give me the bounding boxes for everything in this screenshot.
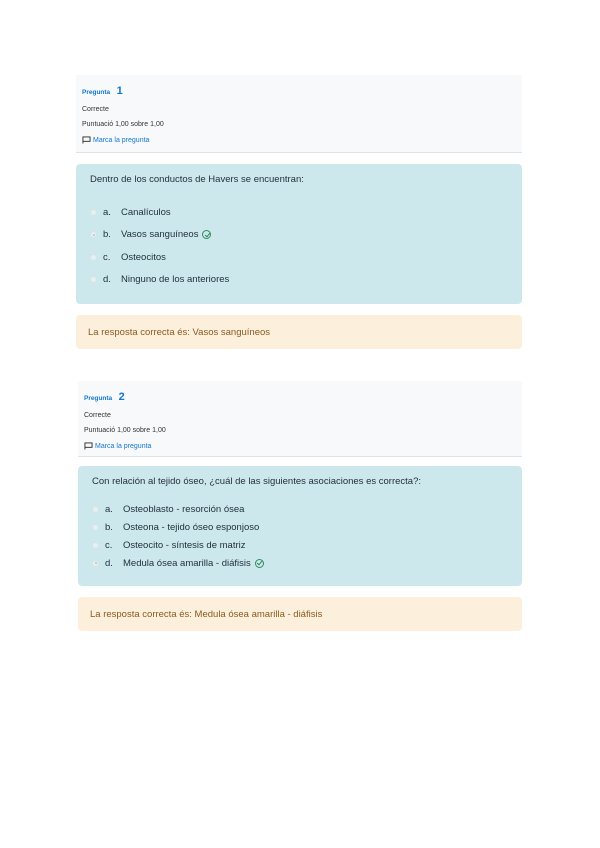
answer-option-b[interactable] — [90, 224, 508, 247]
radio-button[interactable] — [92, 524, 99, 531]
question-number-value: 1 — [116, 85, 123, 97]
question-label: Pregunta — [84, 395, 113, 402]
question-1-feedback: La resposta correcta és: Vasos sanguíneos — [76, 315, 522, 349]
answer-text: Osteocito - síntesis de matriz — [123, 539, 246, 551]
answer-option-c[interactable] — [92, 536, 508, 554]
question-text: Con relación al tejido óseo, ¿cuál de las siguientes asociaciones es correcta?: — [92, 476, 421, 487]
flag-icon — [82, 136, 91, 144]
answer-list — [90, 201, 508, 291]
question-1-info — [76, 75, 522, 153]
answer-list — [92, 500, 508, 572]
answer-option-b[interactable] — [92, 518, 508, 536]
answer-text: Osteona - tejido óseo esponjoso — [123, 521, 260, 533]
answer-text: Vasos sanguíneos — [121, 229, 199, 241]
answer-text: Canalículos — [121, 206, 171, 218]
answer-text: Medula ósea amarilla - diáfisis — [123, 557, 251, 569]
question-2-formulation — [78, 466, 522, 586]
radio-button[interactable] — [92, 506, 99, 513]
flag-question-link[interactable] — [82, 136, 516, 144]
question-grade: Puntuació 1,00 sobre 1,00 — [84, 427, 166, 434]
answer-letter: a. — [105, 503, 113, 515]
question-grade: Puntuació 1,00 sobre 1,00 — [82, 121, 164, 128]
answer-option-a[interactable] — [92, 500, 508, 518]
radio-button[interactable] — [92, 542, 99, 549]
flag-question-link[interactable] — [84, 442, 516, 450]
answer-letter: d. — [103, 274, 111, 286]
radio-button-selected[interactable] — [92, 560, 99, 567]
question-number — [82, 81, 516, 99]
question-number-value: 2 — [118, 391, 125, 403]
question-label: Pregunta — [82, 89, 111, 96]
answer-letter: c. — [105, 539, 113, 551]
question-2-info — [78, 381, 522, 457]
answer-letter: b. — [105, 521, 113, 533]
radio-button-selected[interactable] — [90, 231, 97, 238]
answer-option-c[interactable] — [90, 246, 508, 269]
radio-button[interactable] — [90, 276, 97, 283]
flag-label: Marca la pregunta — [93, 136, 150, 144]
question-1-formulation — [76, 164, 522, 304]
flag-icon — [84, 442, 93, 450]
answer-letter: b. — [103, 229, 111, 241]
answer-letter: a. — [103, 206, 111, 218]
question-number — [84, 387, 516, 405]
check-circle-icon — [202, 230, 211, 239]
question-state: Correcte — [82, 106, 109, 113]
answer-option-a[interactable] — [90, 201, 508, 224]
answer-letter: c. — [103, 251, 111, 263]
answer-text: Ninguno de los anteriores — [121, 274, 230, 286]
answer-letter: d. — [105, 557, 113, 569]
answer-text: Osteoblasto - resorción ósea — [123, 503, 245, 515]
answer-option-d[interactable] — [92, 554, 508, 572]
question-text: Dentro de los conductos de Havers se encuentran: — [90, 174, 304, 185]
flag-label: Marca la pregunta — [95, 442, 152, 450]
radio-button[interactable] — [90, 254, 97, 261]
radio-button[interactable] — [90, 209, 97, 216]
question-2-feedback: La resposta correcta és: Medula ósea amarilla - diáfisis — [78, 597, 522, 631]
question-state: Correcte — [84, 412, 111, 419]
answer-option-d[interactable] — [90, 269, 508, 292]
answer-text: Osteocitos — [121, 251, 166, 263]
check-circle-icon — [255, 559, 264, 568]
